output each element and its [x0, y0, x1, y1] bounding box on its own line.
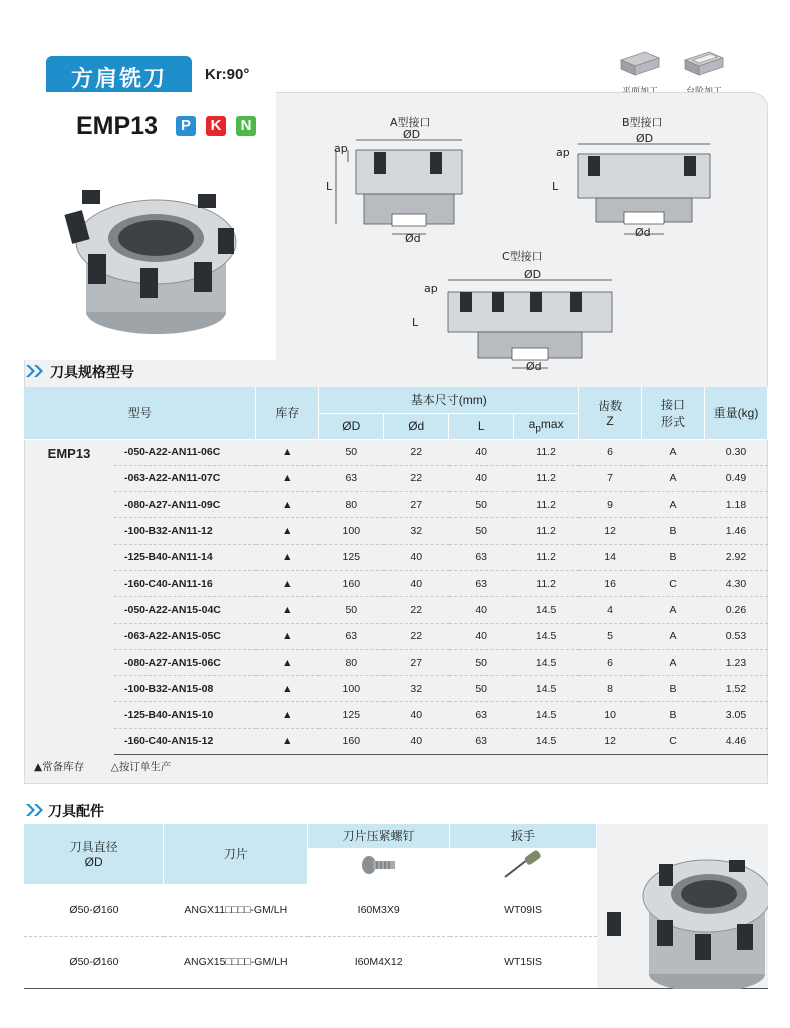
face-milling-icon: [617, 48, 663, 78]
kr-angle: Kr:90°: [205, 66, 250, 83]
stock-mark: ▲: [256, 649, 319, 675]
interface-type: A: [642, 597, 705, 623]
teeth-count: 5: [579, 623, 642, 649]
material-badge-p: P: [176, 116, 196, 136]
dim-D: 100: [319, 676, 384, 702]
diagram-a-drawing: [330, 138, 480, 246]
acc-range: Ø50-Ø160: [24, 884, 164, 936]
table-row: [24, 492, 768, 518]
interface-type: B: [642, 518, 705, 544]
diagram-c-d: Ød: [526, 360, 542, 373]
diagram-a-L: L: [326, 180, 333, 193]
spec-table: [24, 387, 768, 755]
weight: 1.18: [704, 492, 767, 518]
col-teeth: 齿数 Z: [579, 387, 642, 439]
diagram-a-ap: ap: [334, 142, 348, 155]
weight: 3.05: [704, 702, 767, 728]
acc-col-screw: 刀片压紧螺钉: [308, 824, 450, 848]
dim-D: 63: [319, 623, 384, 649]
table-row: [24, 649, 768, 675]
wrench-icon: [501, 850, 545, 880]
dim-L: 63: [449, 570, 514, 596]
legend-stock: ▲常备库存: [34, 761, 85, 773]
acc-screw: I60M4X12: [308, 936, 450, 988]
acc-insert: ANGX15□□□□-GM/LH: [164, 936, 308, 988]
dim-L: 40: [449, 439, 514, 465]
acc-col-insert: 刀片: [164, 824, 308, 884]
table-row: [24, 518, 768, 544]
weight: 0.26: [704, 597, 767, 623]
spec-section-title: 刀具规格型号: [50, 365, 134, 381]
weight: 4.46: [704, 728, 767, 754]
model-code: -050-A22-AN11-06C: [114, 439, 256, 465]
interface-type: A: [642, 649, 705, 675]
weight: 0.53: [704, 623, 767, 649]
dim-d: 22: [384, 439, 449, 465]
teeth-count: 4: [579, 597, 642, 623]
acc-wrench: WT15IS: [450, 936, 597, 988]
dim-D: 160: [319, 728, 384, 754]
acc-row: [24, 884, 597, 936]
teeth-count: 6: [579, 439, 642, 465]
dim-d: 22: [384, 597, 449, 623]
dim-L: 50: [449, 518, 514, 544]
teeth-count: 12: [579, 518, 642, 544]
acc-col-wrench: 扳手: [450, 824, 597, 848]
weight: 0.49: [704, 465, 767, 491]
col-D: ØD: [319, 413, 384, 439]
diagram-b-d: Ød: [635, 226, 651, 239]
screw-image: [308, 848, 450, 884]
teeth-count: 16: [579, 570, 642, 596]
dim-D: 50: [319, 439, 384, 465]
dim-L: 50: [449, 676, 514, 702]
diagram-b-D: ØD: [636, 132, 654, 145]
dim-d: 22: [384, 465, 449, 491]
interface-type: A: [642, 465, 705, 491]
interface-type: C: [642, 570, 705, 596]
teeth-count: 8: [579, 676, 642, 702]
teeth-count: 14: [579, 544, 642, 570]
model-name: EMP13: [76, 112, 158, 140]
dim-ap: 11.2: [514, 492, 579, 518]
dim-d: 40: [384, 570, 449, 596]
dim-D: 80: [319, 492, 384, 518]
model-code: -160-C40-AN11-16: [114, 570, 256, 596]
teeth-count: 7: [579, 465, 642, 491]
dim-D: 50: [319, 597, 384, 623]
acc-insert: ANGX11□□□□-GM/LH: [164, 884, 308, 936]
dim-ap: 11.2: [514, 544, 579, 570]
wrench-image: [450, 848, 597, 884]
col-model: 型号: [24, 387, 256, 439]
diagram-a-d: Ød: [405, 232, 421, 245]
dim-d: 32: [384, 676, 449, 702]
diagram-b-ap: ap: [556, 146, 570, 159]
col-ap: $a_p\max$: [514, 413, 579, 439]
diagram-c-D: ØD: [524, 268, 542, 281]
model-code: -063-A22-AN11-07C: [114, 465, 256, 491]
model-code: -063-A22-AN15-05C: [114, 623, 256, 649]
series-name: EMP13: [47, 445, 91, 461]
table-row: [24, 623, 768, 649]
diagram-a-title: A型接口: [390, 116, 431, 129]
dim-ap: 14.5: [514, 649, 579, 675]
model-code: -160-C40-AN15-12: [114, 728, 256, 754]
table-row: [24, 676, 768, 702]
dim-D: 100: [319, 518, 384, 544]
diagram-c-drawing: [430, 278, 630, 374]
dim-L: 63: [449, 544, 514, 570]
stock-mark: ▲: [256, 728, 319, 754]
dim-L: 50: [449, 492, 514, 518]
series-cell: [24, 439, 114, 755]
stock-mark: ▲: [256, 439, 319, 465]
dim-d: 40: [384, 728, 449, 754]
dim-ap: 11.2: [514, 439, 579, 465]
material-badge-n: N: [236, 116, 256, 136]
col-L: L: [449, 413, 514, 439]
dim-ap: 14.5: [514, 676, 579, 702]
weight: 2.92: [704, 544, 767, 570]
teeth-count: 10: [579, 702, 642, 728]
col-basic-size: 基本尺寸(mm): [319, 387, 579, 413]
col-d: Ød: [384, 413, 449, 439]
interface-type: A: [642, 623, 705, 649]
dim-D: 80: [319, 649, 384, 675]
material-badge-k: K: [206, 116, 226, 136]
interface-type: A: [642, 439, 705, 465]
dim-ap: 11.2: [514, 465, 579, 491]
stock-mark: ▲: [256, 702, 319, 728]
weight: 4.30: [704, 570, 767, 596]
dim-d: 40: [384, 544, 449, 570]
dim-D: 63: [319, 465, 384, 491]
diagram-b-drawing: [560, 142, 730, 242]
dim-ap: 14.5: [514, 597, 579, 623]
dim-d: 40: [384, 702, 449, 728]
dim-D: 160: [319, 570, 384, 596]
section-chevron-icon: [26, 804, 44, 816]
model-code: -100-B32-AN11-12: [114, 518, 256, 544]
diagram-c-title: C型接口: [502, 250, 543, 263]
stock-mark: ▲: [256, 544, 319, 570]
diagram-a-D: ØD: [403, 128, 421, 141]
diagram-b-title: B型接口: [622, 116, 663, 129]
dim-d: 27: [384, 492, 449, 518]
legend-order: △按订单生产: [110, 761, 172, 773]
model-code: -125-B40-AN11-14: [114, 544, 256, 570]
table-row: [24, 570, 768, 596]
cutter-photo-small: [597, 824, 768, 989]
table-row: [24, 465, 768, 491]
cutter-photo: [48, 172, 258, 352]
weight: 1.23: [704, 649, 767, 675]
interface-type: B: [642, 544, 705, 570]
stock-mark: ▲: [256, 518, 319, 544]
weight: 0.30: [704, 439, 767, 465]
dim-L: 63: [449, 702, 514, 728]
diagram-c-L: L: [412, 316, 419, 329]
dim-L: 40: [449, 465, 514, 491]
col-stock: 库存: [256, 387, 319, 439]
shoulder-milling-icon: [681, 48, 727, 78]
acc-range: Ø50-Ø160: [24, 936, 164, 988]
stock-mark: ▲: [256, 623, 319, 649]
table-row: [24, 544, 768, 570]
acc-wrench: WT09IS: [450, 884, 597, 936]
stock-mark: ▲: [256, 676, 319, 702]
dim-D: 125: [319, 544, 384, 570]
shoulder-milling-op: [676, 48, 732, 97]
face-milling-op: [612, 48, 668, 97]
dim-L: 50: [449, 649, 514, 675]
title-tab: [46, 56, 192, 94]
diagram-b-L: L: [552, 180, 559, 193]
stock-mark: ▲: [256, 465, 319, 491]
stock-mark: ▲: [256, 597, 319, 623]
weight: 1.52: [704, 676, 767, 702]
stock-mark: ▲: [256, 570, 319, 596]
col-interface: 接口 形式: [642, 387, 705, 439]
col-weight: 重量(kg): [704, 387, 767, 439]
table-row: [24, 597, 768, 623]
interface-type: B: [642, 676, 705, 702]
table-row: [24, 728, 768, 754]
dim-ap: 14.5: [514, 623, 579, 649]
accessory-photo-area: [597, 824, 768, 989]
model-code: -125-B40-AN15-10: [114, 702, 256, 728]
diagram-c-ap: ap: [424, 282, 438, 295]
interface-type: B: [642, 702, 705, 728]
dim-d: 22: [384, 623, 449, 649]
model-code: -050-A22-AN15-04C: [114, 597, 256, 623]
dim-D: 125: [319, 702, 384, 728]
dim-d: 27: [384, 649, 449, 675]
teeth-count: 12: [579, 728, 642, 754]
acc-section-title: 刀具配件: [48, 804, 104, 820]
teeth-count: 9: [579, 492, 642, 518]
model-code: -100-B32-AN15-08: [114, 676, 256, 702]
accessory-table: [24, 824, 597, 989]
dim-L: 40: [449, 597, 514, 623]
teeth-count: 6: [579, 649, 642, 675]
screw-icon: [359, 853, 399, 877]
dim-d: 32: [384, 518, 449, 544]
weight: 1.46: [704, 518, 767, 544]
model-code: -080-A27-AN11-09C: [114, 492, 256, 518]
stock-legend: [34, 759, 171, 774]
interface-type: A: [642, 492, 705, 518]
dim-L: 40: [449, 623, 514, 649]
page-title: 方肩铣刀: [70, 67, 167, 92]
dim-L: 63: [449, 728, 514, 754]
section-chevron-icon: [26, 365, 44, 377]
table-row: [24, 439, 768, 465]
acc-row: [24, 936, 597, 988]
model-code: -080-A27-AN15-06C: [114, 649, 256, 675]
table-row: [24, 702, 768, 728]
dim-ap: 11.2: [514, 570, 579, 596]
dim-ap: 14.5: [514, 702, 579, 728]
acc-col-diameter: 刀具直径 ØD: [24, 824, 164, 884]
interface-type: C: [642, 728, 705, 754]
dim-ap: 14.5: [514, 728, 579, 754]
acc-screw: I60M3X9: [308, 884, 450, 936]
stock-mark: ▲: [256, 492, 319, 518]
dim-ap: 11.2: [514, 518, 579, 544]
